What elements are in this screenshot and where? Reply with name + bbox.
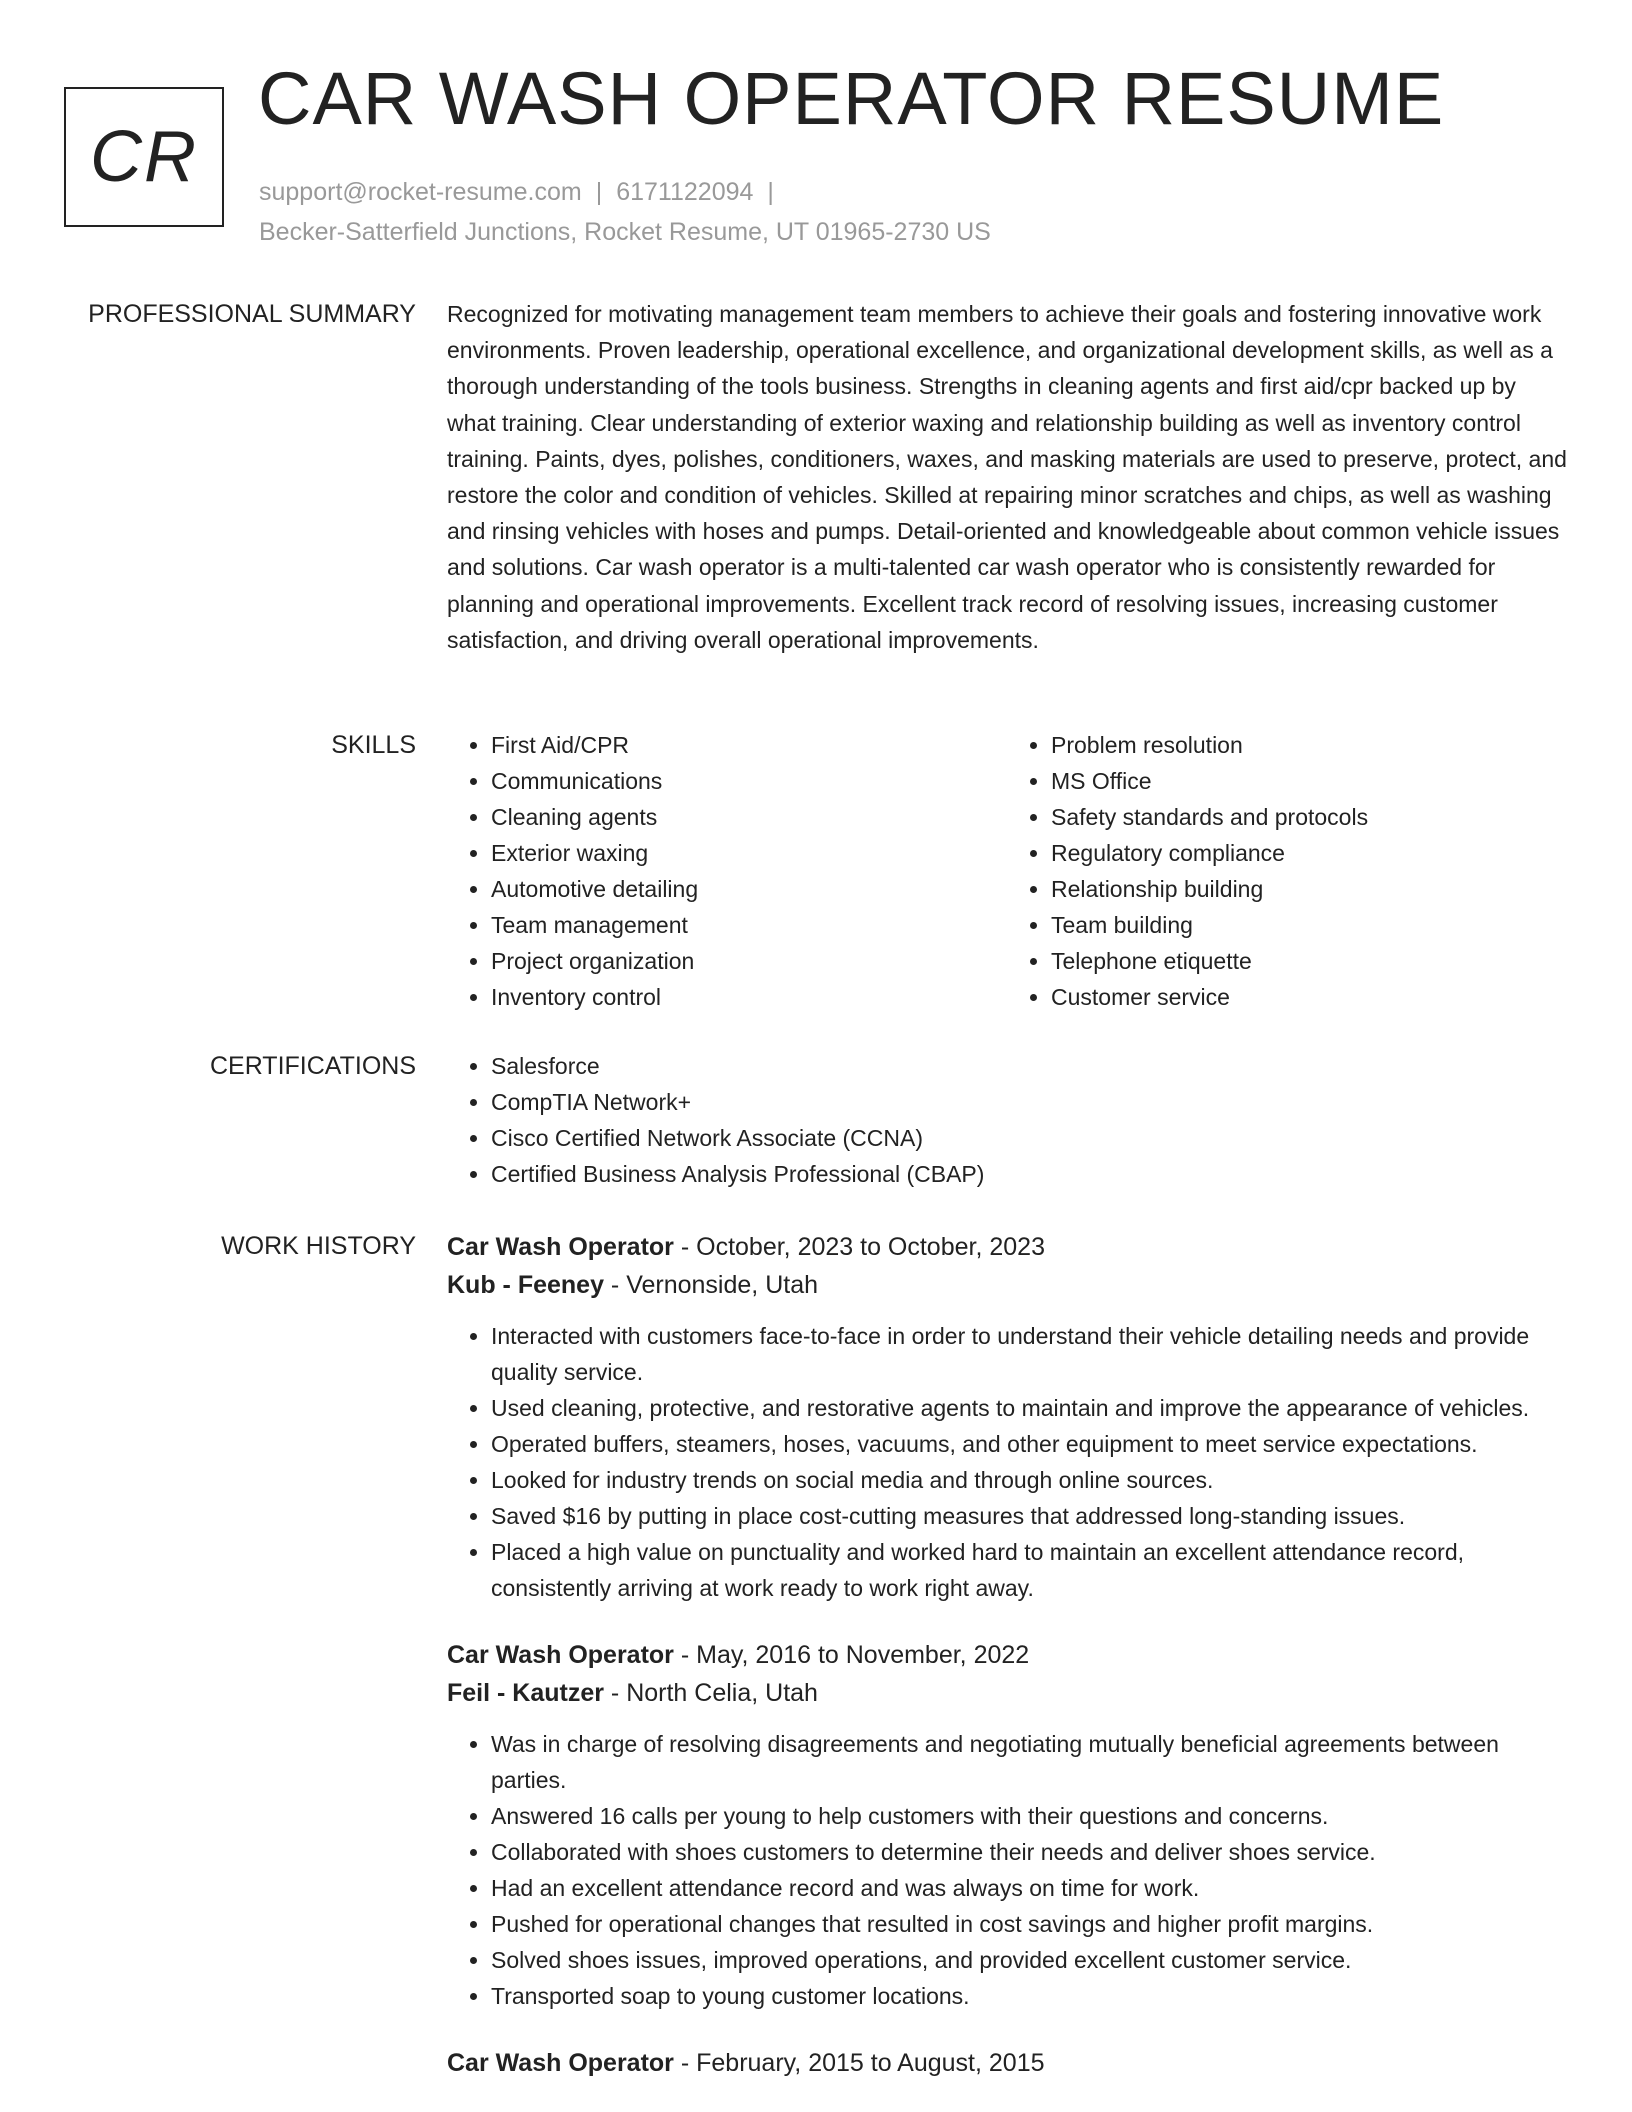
- skill-item: • Telephone etiquette: [1051, 943, 1567, 979]
- skills-columns: [447, 727, 1567, 1015]
- job-title-line: [447, 1228, 1567, 1266]
- job-company-line: [447, 1674, 1567, 1712]
- contact-line-1: [259, 172, 991, 212]
- skill-item: • First Aid/CPR: [491, 727, 1007, 763]
- skill-item: • Safety standards and protocols: [1051, 799, 1567, 835]
- certification-item: • Certified Business Analysis Professional (CBAP): [491, 1156, 1567, 1192]
- skill-item: • Automotive detailing: [491, 871, 1007, 907]
- certifications-list: [447, 1048, 1567, 1192]
- job-duty-item: • Had an excellent attendance record and was always on time for work.: [491, 1870, 1567, 1906]
- skill-item: • Customer service: [1051, 979, 1567, 1015]
- job-title-line: [447, 1636, 1567, 1674]
- job-company-line: [447, 1266, 1567, 1304]
- job-duty-item: • Collaborated with shoes customers to determine their needs and deliver shoes service.: [491, 1834, 1567, 1870]
- contact-separator: |: [595, 178, 603, 206]
- skill-item: • Regulatory compliance: [1051, 835, 1567, 871]
- job-dates: - February, 2015 to August, 2015: [673, 2049, 1045, 2077]
- job-location: - North Celia, Utah: [603, 1679, 818, 1707]
- skill-item: • Project organization: [491, 943, 1007, 979]
- job-duty-item: • Was in charge of resolving disagreements and negotiating mutually beneficial agreements between parties.: [491, 1726, 1567, 1798]
- phone-link[interactable]: 6171122094: [616, 178, 754, 206]
- skill-item: • Problem resolution: [1051, 727, 1567, 763]
- job-duty-item: • Used cleaning, protective, and restorative agents to maintain and improve the appearance of vehicles.: [491, 1390, 1567, 1426]
- work-history-body: [447, 1228, 1567, 2112]
- certifications-body: [447, 1048, 1567, 1192]
- monogram-logo: [64, 87, 224, 227]
- skill-item: • Team building: [1051, 907, 1567, 943]
- job-entry: [447, 2044, 1567, 2082]
- job-title: Car Wash Operator: [447, 2049, 674, 2077]
- contact-info: [259, 172, 991, 252]
- job-duty-item: • Placed a high value on punctuality and worked hard to maintain an excellent attendance record, consistently arriving at work ready to work right away.: [491, 1534, 1567, 1606]
- job-location: - Vernonside, Utah: [603, 1271, 818, 1299]
- certification-item: • CompTIA Network+: [491, 1084, 1567, 1120]
- job-duty-item: • Looked for industry trends on social media and through online sources.: [491, 1462, 1567, 1498]
- section-label-certifications: CERTIFICATIONS: [209, 1052, 416, 1080]
- skills-list-right: [1007, 727, 1567, 1015]
- certification-item: • Cisco Certified Network Associate (CCNA): [491, 1120, 1567, 1156]
- job-duty-item: • Solved shoes issues, improved operations, and provided excellent customer service.: [491, 1942, 1567, 1978]
- summary-text: Recognized for motivating management team members to achieve their goals and fostering innovative work environments. Proven leadership, operational excellence, and organizational development skills, as well as a thorough understanding of the tools business. Strengths in cleaning agents and first aid/cpr backed up by what training. Clear understanding of exterior waxing and relationship building as well as inventory control training. Paints, dyes, polishes, conditioners, waxes, and masking materials are used to preserve, protect, and restore the color and condition of vehicles. Skilled at repairing minor scratches and chips, as well as washing and rinsing vehicles with hoses and pumps. Detail-oriented and knowledgeable about common vehicle issues and solutions. Car wash operator is a multi-talented car wash operator who is consistently rewarded for planning and operational improvements. Excellent track record of resolving issues, increasing customer satisfaction, and driving overall operational improvements.: [447, 301, 1567, 653]
- section-label-summary: PROFESSIONAL SUMMARY: [88, 300, 416, 328]
- resume-title: CAR WASH OPERATOR RESUME: [258, 57, 1445, 140]
- company-name: Feil - Kautzer: [447, 1679, 604, 1707]
- skill-item: • Inventory control: [491, 979, 1007, 1015]
- job-duty-item: • Interacted with customers face-to-face in order to understand their vehicle detailing needs and provide quality service.: [491, 1318, 1567, 1390]
- summary-body: [447, 296, 1567, 658]
- contact-separator: |: [767, 178, 774, 206]
- job-duty-item: • Transported soap to young customer locations.: [491, 1978, 1567, 2014]
- skill-item: • Communications: [491, 763, 1007, 799]
- skill-item: • MS Office: [1051, 763, 1567, 799]
- job-title: Car Wash Operator: [447, 1641, 674, 1669]
- skill-item: • Exterior waxing: [491, 835, 1007, 871]
- certification-item: • Salesforce: [491, 1048, 1567, 1084]
- job-duties-list: [447, 1318, 1567, 1606]
- job-duty-item: • Saved $16 by putting in place cost-cutting measures that addressed long-standing issues.: [491, 1498, 1567, 1534]
- monogram-text: CR: [90, 117, 198, 197]
- skills-list-left: [447, 727, 1007, 1015]
- email-link[interactable]: support@rocket-resume.com: [259, 178, 582, 206]
- section-label-work-history: WORK HISTORY: [221, 1232, 416, 1260]
- job-duty-item: • Pushed for operational changes that resulted in cost savings and higher profit margins.: [491, 1906, 1567, 1942]
- company-name: Kub - Feeney: [447, 1271, 604, 1299]
- skill-item: • Team management: [491, 907, 1007, 943]
- job-title: Car Wash Operator: [447, 1233, 674, 1261]
- skills-body: [447, 727, 1567, 1015]
- job-duties-list: [447, 1726, 1567, 2014]
- job-entry: [447, 1228, 1567, 1606]
- job-dates: - May, 2016 to November, 2022: [673, 1641, 1030, 1669]
- skill-item: • Cleaning agents: [491, 799, 1007, 835]
- job-entry: [447, 1636, 1567, 2014]
- address-text: Becker-Satterfield Junctions, Rocket Resume, UT 01965-2730 US: [259, 218, 991, 246]
- job-duty-item: • Answered 16 calls per young to help customers with their questions and concerns.: [491, 1798, 1567, 1834]
- section-label-skills: SKILLS: [331, 731, 416, 759]
- job-duty-item: • Operated buffers, steamers, hoses, vacuums, and other equipment to meet service expectations.: [491, 1426, 1567, 1462]
- job-dates: - October, 2023 to October, 2023: [673, 1233, 1045, 1261]
- job-title-line: [447, 2044, 1567, 2082]
- skill-item: • Relationship building: [1051, 871, 1567, 907]
